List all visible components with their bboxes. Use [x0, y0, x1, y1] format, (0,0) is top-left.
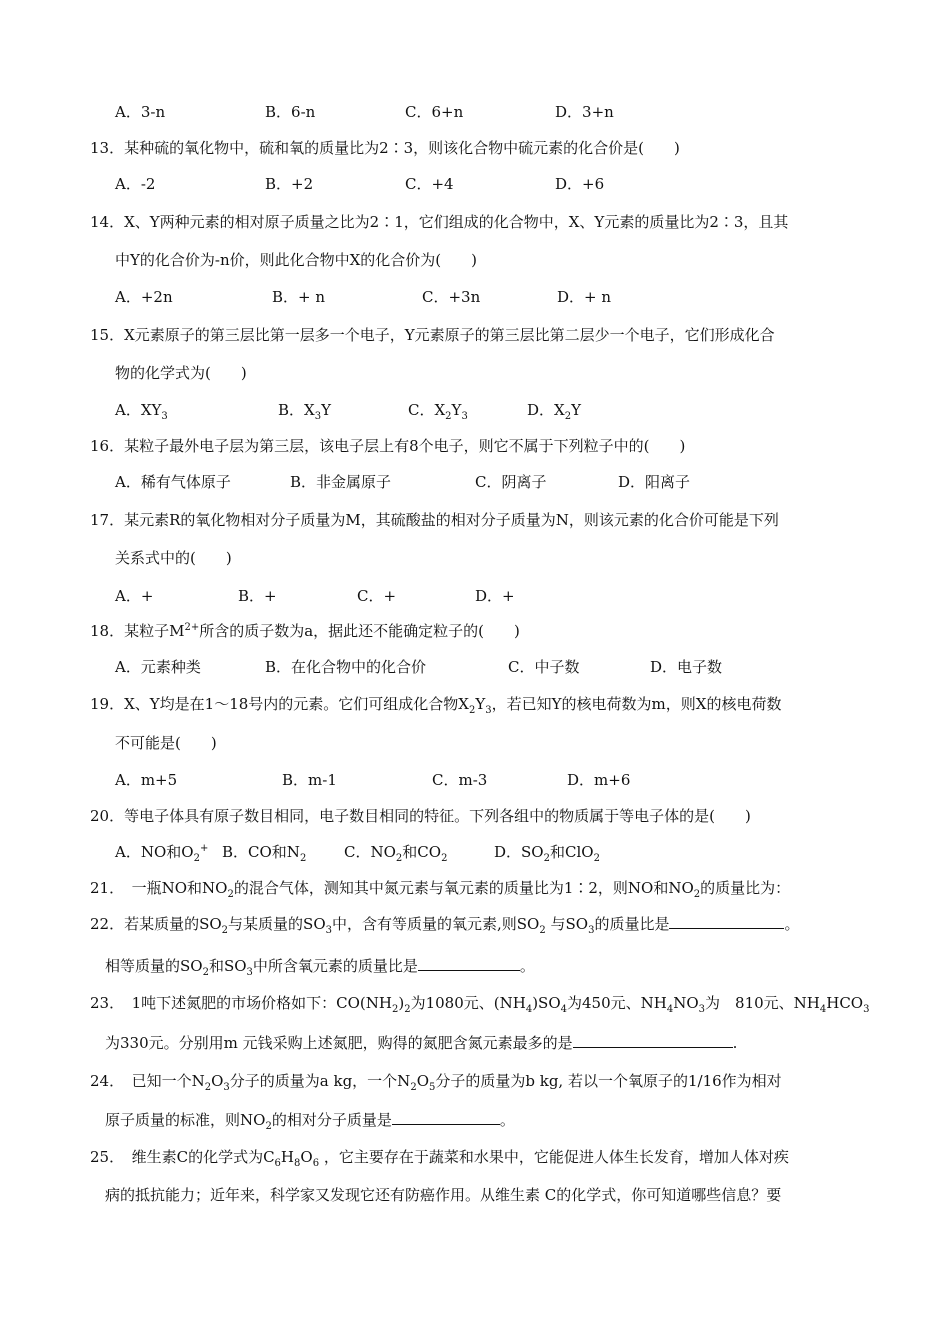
option-b: B．m-1: [282, 771, 337, 789]
option-d: D．+: [475, 587, 515, 605]
answer-blank[interactable]: [669, 914, 784, 929]
answer-blank[interactable]: [392, 1110, 500, 1125]
question-18-stem: 18．某粒子$M^{2+}$所含的质子数为a，据此还不能确定粒子的( ): [90, 622, 520, 640]
question-14-stem-cont: 中Y的化合价为-n价，则此化合物中X的化合价为( ): [115, 251, 478, 269]
question-23-stem-cont: 为330元。分别用m 元钱采购上述氮肥，购得的氮肥含氮元素最多的是 .: [105, 1034, 738, 1052]
option-b: B．+: [238, 587, 277, 605]
question-22-stem-cont: 相等质量的$SO_2$和$SO_3$中所含氧元素的质量比是 。: [105, 957, 535, 978]
option-b: B．非金属原子: [290, 473, 392, 491]
option-c: C．中子数: [508, 658, 580, 676]
question-24-stem: 24． 已知一个$N_2O_3$分子的质量为a kg，一个$N_2O_5$分子的质量为b kg, 若以一个氧原子的1/16作为相对: [90, 1072, 782, 1093]
option-a: A．NO和$O_2^+$: [115, 843, 209, 864]
option-c: C．+4: [405, 175, 454, 193]
question-14-stem: 14．X、Y两种元素的相对原子质量之比为2∶1，它们组成的化合物中，X、Y元素的质量比为2∶3，且其: [90, 213, 789, 231]
answer-blank[interactable]: [418, 956, 520, 971]
option-a: A．m+5: [115, 771, 178, 789]
option-c: C．$X_2Y_3$: [408, 401, 468, 422]
option-d: D．+ n: [557, 288, 612, 306]
option-a: A．+: [115, 587, 154, 605]
option-d: D．3+n: [555, 103, 614, 121]
question-13-stem: 13．某种硫的氧化物中，硫和氧的质量比为2∶3，则该化合物中硫元素的化合价是( ): [90, 139, 680, 157]
question-25-stem: 25． 维生素C的化学式为$C_6H_8O_6$ ，它主要存在于蔬菜和水果中，它能促进人体生长发育，增加人体对疾: [90, 1148, 789, 1169]
question-17-stem-cont: 关系式中的( ): [115, 549, 232, 567]
option-b: B．在化合物中的化合价: [265, 658, 427, 676]
answer-blank[interactable]: [573, 1033, 733, 1048]
option-a: A．稀有气体原子: [115, 473, 231, 491]
option-c: C．m-3: [432, 771, 488, 789]
question-21-stem: 21． 一瓶NO和$NO_2$的混合气体，测知其中氮元素与氧元素的质量比为1∶2，则NO和$NO_2$的质量比为：: [90, 879, 791, 900]
option-a: A．+2n: [115, 288, 173, 306]
question-15-stem-cont: 物的化学式为( ): [115, 364, 247, 382]
question-16-stem: 16．某粒子最外电子层为第三层，该电子层上有8个电子，则它不属于下列粒子中的( ): [90, 437, 686, 455]
question-22-stem: 22．若某质量的$SO_2$与某质量的$SO_3$中，含有等质量的氧元素,则$SO_2$ 与$SO_3$的质量比是 。: [90, 915, 800, 936]
option-c: C．6+n: [405, 103, 464, 121]
option-b: B．6-n: [265, 103, 316, 121]
question-23-stem: 23． 1吨下述氮肥的市场价格如下：$CO(NH_2)_2$为1080元、$(NH_4)SO_4$为450元、$NH_4NO_3$为 810元、$NH_4HCO_3$: [90, 994, 870, 1015]
option-d: D．电子数: [650, 658, 723, 676]
question-17-stem: 17．某元素R的氧化物相对分子质量为M，其硫酸盐的相对分子质量为N，则该元素的化合价可能是下列: [90, 511, 779, 529]
option-d: D．+6: [555, 175, 605, 193]
option-d: D．$SO_2$和ClO$_2$: [494, 843, 600, 864]
option-b: B．CO和$N_2$: [222, 843, 307, 864]
option-c: C．阴离子: [475, 473, 547, 491]
option-d: D．m+6: [567, 771, 631, 789]
option-c: C．+3n: [422, 288, 481, 306]
option-c: C．$NO_2$和$CO_2$: [344, 843, 448, 864]
question-24-stem-cont: 原子质量的标准，则$NO_2$的相对分子质量是 。: [105, 1111, 515, 1132]
question-25-stem-cont: 病的抵抗能力；近年来，科学家又发现它还有防癌作用。从维生素 C的化学式，你可知道哪些信息？要: [105, 1186, 782, 1204]
question-19-stem: 19．X、Y均是在1～18号内的元素。它们可组成化合物$X_2Y_3$，若已知Y的核电荷数为m，则X的核电荷数: [90, 695, 782, 716]
option-d: D．$X_2Y$: [527, 401, 581, 422]
option-c: C．+: [357, 587, 397, 605]
option-a: A．3-n: [115, 103, 166, 121]
option-d: D．阳离子: [618, 473, 691, 491]
question-20-stem: 20．等电子体具有原子数目相同，电子数目相同的特征。下列各组中的物质属于等电子体的是( ): [90, 807, 751, 825]
question-19-stem-cont: 不可能是( ): [115, 734, 217, 752]
question-15-stem: 15．X元素原子的第三层比第一层多一个电子，Y元素原子的第三层比第二层少一个电子，它们形成化合: [90, 326, 775, 344]
option-b: B．+2: [265, 175, 314, 193]
option-a: A．-2: [115, 175, 156, 193]
option-b: B．+ n: [272, 288, 326, 306]
option-a: A．元素种类: [115, 658, 201, 676]
option-a: A．$XY_3$: [115, 401, 168, 422]
option-b: B．$X_3Y$: [278, 401, 331, 422]
